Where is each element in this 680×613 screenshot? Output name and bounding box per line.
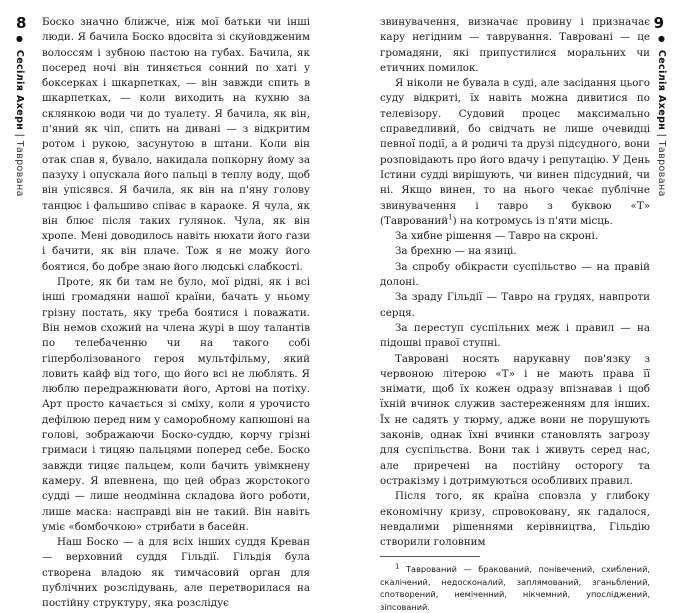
- footnote: [380, 563, 650, 613]
- running-head: [656, 34, 667, 197]
- footnote-text: Таврований — бракований, понівечений, схиблений, скалічений, недосконалий, заплямований, зганьблений, спотворений, неміченний, нікчемний, упосліджений, зіпсований.: [380, 564, 650, 612]
- paragraph: За зраду Гільдії — Тавро на грудях, навпроти серця.: [380, 291, 650, 319]
- paragraph-text: Я ніколи не бувала в суді, але засідання цього суду відкриті, їх навіть можна дивитися по телевізору. Судовий процес максимально справедливий, бо свідчать не лише очевидці певної події, а й родичі та друзі підсудного, вони розповідають про його вдачу і репутацію. У День Істини судді вирішують, чи винен підсудний, чи ні. Якщо винен, то на нього чекає публічне звинувачення і тавро з буквою «Т» (Таврований: [380, 77, 650, 227]
- paragraph: Боско значно ближче, ніж мої батьки чи інші люди. Я бачила Боско вдосвіта зі скуйовдженим волоссям і зубною пастою на губах. Бачила, як посеред ночі він тиняється сонний по хаті у боксерках і шкарпетках, — він завжди спить в шкарпетках, — коли виходить на кухню за склянкою води чи до туалету. Я бачила, як він, п'яний як чіп, спить на дивані — з відкритим ротом і рукою, засунутою в штани. Коли він отак спав я, бувало, накидала попкорну йому за пазуху і опускала його пальці в теплу воду, щоб він упісявся. Я бачила, як він на п'яну голову танцює і фальшиво співає в караоке. Я чула, як він блює після таких гулянок. Чула, як він хропе. Мені доводилось навіть нюхати його гази і бачити, як він плаче. Тож я не можу його боятися, бо добре знаю його людські слабкості.: [42, 16, 310, 273]
- paragraph-text: ) на котромусь із п'яти місць.: [452, 214, 613, 227]
- author-name: Сесілія Ахерн: [14, 49, 25, 131]
- author-name: Сесілія Ахерн: [656, 49, 667, 131]
- left-page: [0, 0, 340, 610]
- paragraph: Наш Боско — а для всіх інших суддя Креван — верховний суддя Гільдії. Гільдія була створена владою як тимчасовий орган для публічних розслідувань, але перетворилася на постійну структуру, яка розслідує: [42, 536, 310, 610]
- paragraph: За переступ суспільних меж і правил — на підошві правої ступні.: [380, 321, 650, 350]
- page-number: 9: [653, 14, 664, 32]
- body-text: [42, 15, 310, 612]
- running-head-separator: |: [656, 133, 667, 138]
- paragraph: За хибне рішення — Тавро на скроні.: [395, 230, 599, 243]
- paragraph: За брехню — на язиці.: [395, 245, 517, 258]
- book-title: Таврована: [14, 140, 25, 197]
- paragraph: звинувачення, визначає провину і призначає кару негідним — таврування. Тавровані — це громадяни, які припустилися моральних чи етичних помилок.: [380, 16, 650, 74]
- running-head-separator: |: [14, 133, 25, 138]
- running-head: [14, 34, 25, 197]
- paragraph: Проте, як би там не було, мої рідні, як і всі інші громадяни нашої країни, бачать у ньому грізну постать, яку треба боятися і поважати. Він немов схожий на члена журі в шоу талантів по телебаченню чи на такого собі гіперболізованого героя мультфільму, який ловить кайф від того, що його всі не люблять. Я люблю передражнювати його, Артові на потіху. Арт просто качається зі сміху, коли я урочисто дефілюю перед ним у саморобному капюшоні на голові, зображаючи Боско-суддю, корчу грізні гримаси і тицяю пальцями поперед себе. Боско завжди тицяє пальцем, коли бачить увімкнену камеру. Я впевнена, що цей образ жорстокого судді — лише неодмінна складова його роботи, лише маска: насправді він не такий. Він навіть уміє «бомбочкою» стрибати в басейн.: [42, 276, 310, 533]
- bullet-icon: ●: [657, 34, 666, 44]
- paragraph: За спробу обікрасти суспільство — на правій долоні.: [380, 260, 650, 289]
- page-number: 8: [16, 14, 27, 32]
- book-title: Таврована: [656, 140, 667, 197]
- footnote-divider: [380, 556, 480, 557]
- paragraph: [380, 76, 650, 229]
- footnote-ref: 1: [448, 213, 453, 222]
- bullet-icon: ●: [15, 34, 24, 44]
- right-page: [340, 0, 680, 612]
- paragraph: Тавровані носять нарукавну пов'язку з червоною літерою «Т» і не мають права її знімати, щоб їх кожен одразу впізнавав і щоб їхній вчинок служив застереженням для інших. Їх не садять у тюрму, адже вони не порушують законів, однак їхні вчинки становлять загрозу для суспільства. Вони так і живуть серед нас, але приречені на постійну осторогу та остракізму і дотримуються особливих правил.: [380, 352, 650, 487]
- footnote-marker: 1: [395, 562, 400, 571]
- body-text: [380, 15, 650, 613]
- paragraph: Після того, як країна сповзла у глибоку економічну кризу, спровоковану, як гадалося, невдалими рішеннями керівництва, Гільдію створили головним: [380, 490, 650, 549]
